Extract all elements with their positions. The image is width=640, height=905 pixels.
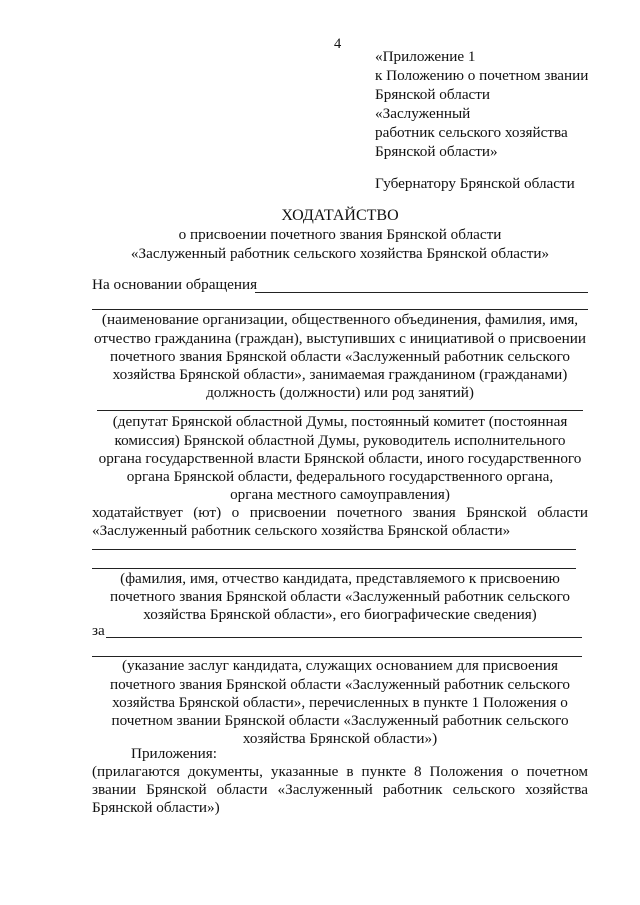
for-label: за xyxy=(92,622,105,639)
fill-line-candidate[interactable] xyxy=(92,568,576,569)
hint-authority-line: (депутат Брянской областной Думы, постоянный комитет (постоянная xyxy=(112,413,568,430)
basis-label: На основании обращения xyxy=(92,276,258,293)
subtitle-line: «Заслуженный работник сельского хозяйства Брянской области» xyxy=(130,245,550,262)
fill-line-authority[interactable] xyxy=(97,410,583,411)
attachments-label: Приложения: xyxy=(131,745,217,762)
attachments-text-line: звании Брянской области «Заслуженный работник сельского хозяйства xyxy=(92,781,588,798)
petition-line: «Заслуженный работник сельского хозяйства Брянской области» xyxy=(92,522,511,539)
document-title: ХОДАТАЙСТВО xyxy=(281,207,399,224)
hint-initiator-line: отчество гражданина (граждан), выступивших с инициативой о присвоении xyxy=(93,330,587,347)
addressee: Губернатору Брянской области xyxy=(375,175,575,192)
hint-authority-line: комиссия) Брянской областной Думы, руководитель исполнительного xyxy=(114,432,566,449)
appendix-line: «Приложение 1 xyxy=(375,48,476,65)
subtitle-line: о присвоении почетного звания Брянской области xyxy=(178,226,502,243)
hint-authority-line: органа местного самоуправления) xyxy=(230,486,450,503)
appendix-line: к Положению о почетном звании xyxy=(375,67,589,84)
hint-initiator-line: (наименование организации, общественного объединения, фамилия, имя, xyxy=(101,311,579,328)
hint-merits-line: хозяйства Брянской области») xyxy=(242,730,438,747)
petition-line: ходатайствует (ют) о присвоении почетного звания Брянской области xyxy=(92,504,588,521)
attachments-text-line: (прилагаются документы, указанные в пункте 8 Положения о почетном xyxy=(92,763,588,780)
hint-authority-line: органа Брянской области, федерального государственного органа, xyxy=(126,468,554,485)
appendix-line: Брянской области xyxy=(375,86,491,103)
hint-candidate-line: (фамилия, имя, отчество кандидата, представляемого к присвоению xyxy=(120,570,560,587)
hint-merits-line: почетном звании Брянской области «Заслуженный работник сельского xyxy=(111,712,569,729)
hint-merits-line: хозяйства Брянской области», перечисленных в пункте 1 Положения о xyxy=(112,694,568,711)
hint-candidate-line: почетного звания Брянской области «Заслуженный работник сельского xyxy=(109,588,571,605)
hint-merits-line: почетного звания Брянской области «Заслуженный работник сельского xyxy=(109,676,571,693)
hint-initiator-line: почетного звания Брянской области «Заслуженный работник сельского xyxy=(109,348,571,365)
hint-candidate-line: хозяйства Брянской области», его биографические сведения) xyxy=(143,606,537,623)
fill-line-basis[interactable] xyxy=(255,292,588,293)
fill-line-initiator[interactable] xyxy=(92,309,588,310)
fill-line-merits[interactable] xyxy=(106,637,582,638)
page-number: 4 xyxy=(334,36,342,52)
hint-initiator-line: должность (должности) или род занятий) xyxy=(206,384,474,401)
appendix-line: «Заслуженный xyxy=(375,105,471,122)
attachments-text-line: Брянской области») xyxy=(92,799,220,816)
hint-authority-line: органа государственной власти Брянской области, иного государственного xyxy=(98,450,582,467)
appendix-line: Брянской области» xyxy=(375,143,498,160)
hint-merits-line: (указание заслуг кандидата, служащих основанием для присвоения xyxy=(121,657,559,674)
hint-initiator-line: хозяйства Брянской области», занимаемая гражданином (гражданами) xyxy=(112,366,568,383)
fill-line-candidate[interactable] xyxy=(92,549,576,550)
appendix-line: работник сельского хозяйства xyxy=(375,124,568,141)
